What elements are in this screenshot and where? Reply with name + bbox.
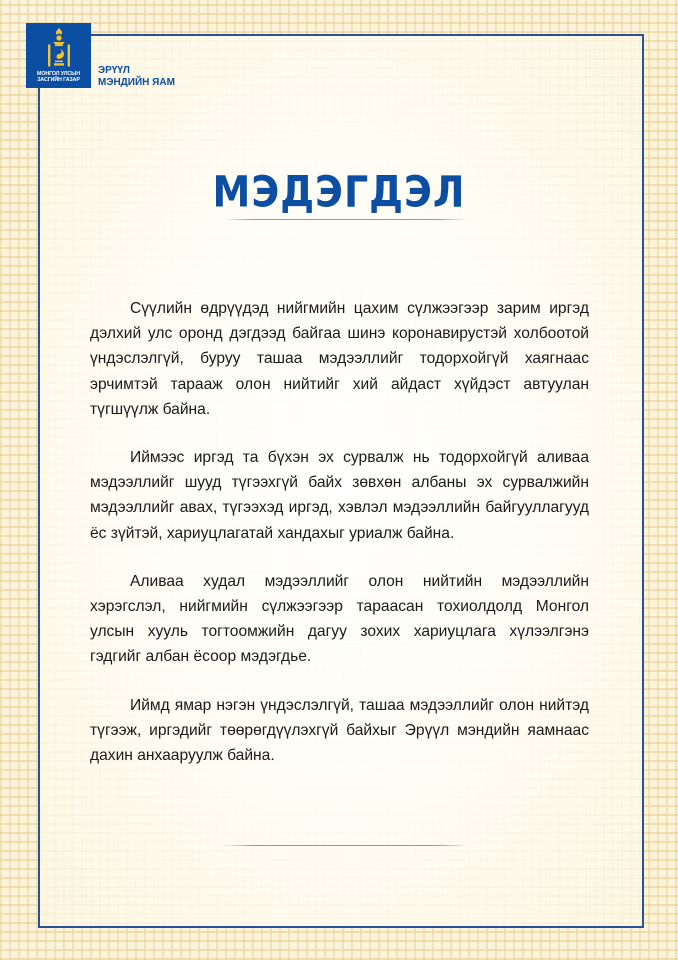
page-title: МЭДЭГДЭЛ <box>212 167 466 217</box>
notice-paragraph: Сүүлийн өдрүүдэд нийгмийн цахим сүлжээгээр зарим иргэд дэлхий улс оронд дэгдээд байгаа шинэ коронавирустэй холбоотой үндэслэлгүй, буруу ташаа мэдээллийг тодорхойгүй хаягнаас эрчимтэй тарааж олон нийтийг хий айдаст хүйдэст автуулан түгшүүлж байна. <box>90 300 589 418</box>
title-divider <box>224 219 467 220</box>
soyombo-emblem-icon <box>44 27 74 69</box>
notice-paragraph: Иймд ямар нэгэн үндэслэлгүй, ташаа мэдээллийг олон нийтэд түгээж, иргэдийг төөрөгдүүлэхгүй байхыг Эрүүл мэндийн яамнаас дахин анхааруулж байна. <box>90 696 589 765</box>
notice-paragraph: Аливаа худал мэдээллийг олон нийтийн мэдээллийн хэрэгслэл, нийгмийн сүлжээгээр тараасан тохиолдолд Монгол улсын хууль тогтоомжийн дагуу зохих хариуцлага хүлээлгэнэ гэдгийг албан ёсоор мэдэгдье. <box>90 572 589 666</box>
government-name: МОНГОЛ УЛСЫН ЗАСГИЙН ГАЗАР <box>37 71 80 83</box>
government-logo <box>26 23 91 88</box>
footer-divider <box>224 845 467 846</box>
notice-paragraph: Иймээс иргэд та бүхэн эх сурвалж нь тодорхойгүй аливаа мэдээллийг шууд түгээхгүй байх зөвхөн албаны эх сурвалжийн мэдээллийг авах, түгээхэд иргэд, хэвлэл мэдээллийн байгууллагууд ёс зүйтэй, хариуцлагатай хандахыг уриалж байна. <box>90 449 589 542</box>
ministry-name: ЭРҮҮЛ МЭНДИЙН ЯАМ <box>98 65 175 88</box>
notice-body <box>90 296 589 791</box>
